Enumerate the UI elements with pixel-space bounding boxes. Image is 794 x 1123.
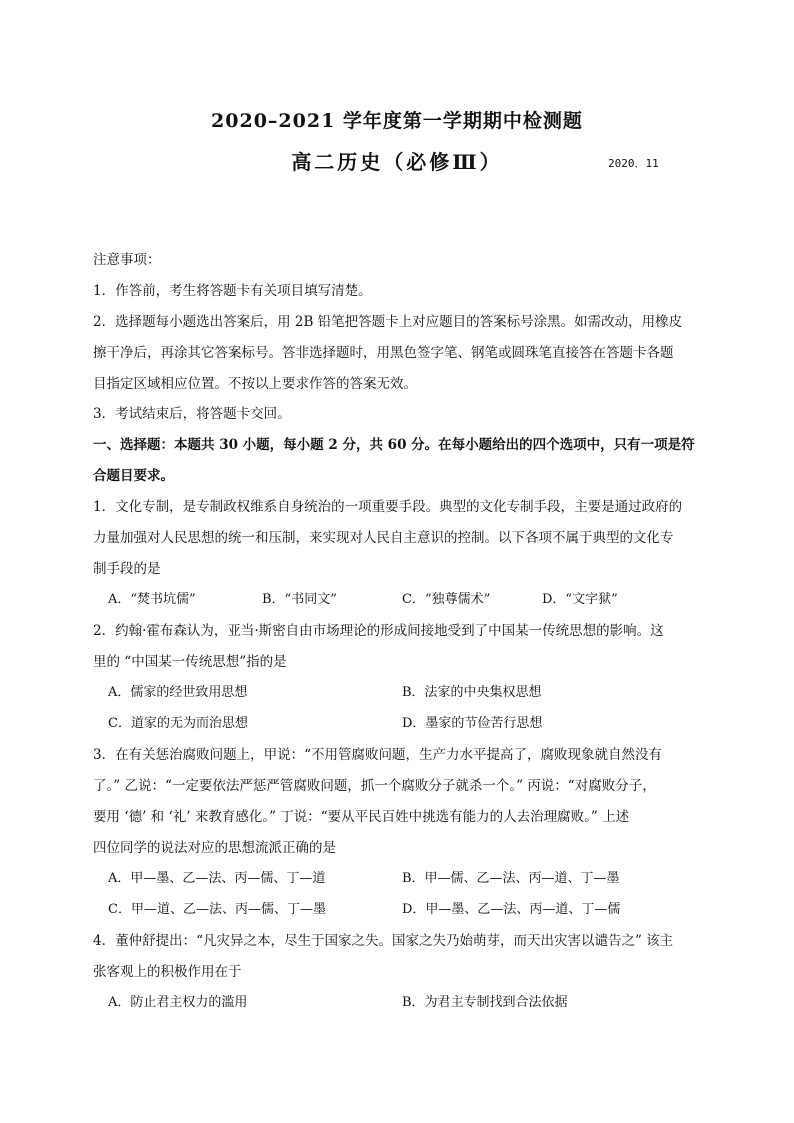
question-3-text: 了。” 乙说：“一定要依法严惩严管腐败问题，抓一个腐败分子就杀一个。” 丙说：“对腐败分子，: [93, 778, 656, 794]
q1-option-b: B．“书同文”: [262, 592, 337, 607]
question-1-text: 制手段的是: [93, 561, 161, 577]
q2-option-b: B．法家的中央集权思想: [402, 685, 542, 700]
q3-option-b: B．甲—儒、乙—法、丙—道、丁—墨: [402, 871, 620, 886]
question-4-text: 张客观上的积极作用在于: [93, 964, 242, 980]
exam-subtitle: 高二历史（必修Ⅲ）: [291, 150, 503, 174]
q2-option-a: A．儒家的经世致用思想: [108, 685, 248, 700]
section-heading: 一、选择题：本题共 30 小题，每小题 2 分，共 60 分。在每小题给出的四个选项中，只有一项是符: [93, 437, 695, 453]
q4-option-b: B．为君主专制找到合法依据: [402, 995, 568, 1010]
q2-option-c: C．道家的无为而治思想: [108, 716, 248, 731]
exam-date: 2020．11: [608, 157, 659, 170]
q2-option-d: D．墨家的节俭苦行思想: [402, 716, 543, 731]
q1-option-d: D．“文字狱”: [542, 592, 618, 607]
notice-item: 1．作答前，考生将答题卡有关项目填写清楚。: [93, 283, 372, 299]
q3-option-d: D．甲—墨、乙—法、丙—道、丁—儒: [402, 902, 621, 917]
question-1-text: 1．文化专制，是专制政权维系自身统治的一项重要手段。典型的文化专制手段，主要是通过政府的: [93, 499, 683, 515]
question-4-text: 4．董仲舒提出：“凡灾异之本，尽生于国家之失。国家之失乃始萌芽，而天出灾害以谴告之” 该主: [93, 933, 674, 949]
q3-option-a: A．甲—墨、乙—法、丙—儒、丁—道: [108, 871, 326, 886]
q1-option-a: A．“焚书坑儒”: [108, 592, 196, 607]
question-3-text: 3．在有关惩治腐败问题上，甲说：“不用管腐败问题，生产力水平提高了，腐败现象就自然没有: [93, 747, 662, 763]
question-2-text: 2．约翰·霍布森认为，亚当·斯密自由市场理论的形成间接地受到了中国某一传统思想的影响。这: [93, 623, 664, 639]
question-3-text: 四位同学的说法对应的思想流派正确的是: [93, 840, 336, 856]
notice-item: 目指定区域相应位置。不按以上要求作答的答案无效。: [93, 376, 417, 392]
question-1-text: 力量加强对人民思想的统一和压制，来实现对人民自主意识的控制。以下各项不属于典型的文化专: [93, 530, 674, 546]
q4-option-a: A．防止君主权力的滥用: [108, 995, 248, 1010]
section-heading-cont: 合题目要求。: [93, 468, 174, 484]
question-3-text: 要用 ‘德’ 和 ‘礼’ 来教育感化。” 丁说：“要从平民百姓中挑选有能力的人去治理腐败。” 上述: [93, 809, 630, 825]
notice-item: 2．选择题每小题选出答案后，用 2B 铅笔把答题卡上对应题目的答案标号涂黑。如需改动，用橡皮: [93, 314, 683, 330]
notice-item: 3．考试结束后，将答题卡交回。: [93, 406, 291, 422]
question-2-text: 里的 “中国某一传统思想”指的是: [93, 654, 287, 670]
exam-title: 2020–2021 学年度第一学期期中检测题: [211, 110, 583, 132]
q3-option-c: C．甲—道、乙—法、丙—儒、丁—墨: [108, 902, 326, 917]
q1-option-c: C．“独尊儒术”: [402, 592, 491, 607]
notice-item: 擦干净后，再涂其它答案标号。答非选择题时，用黑色签字笔、钢笔或圆珠笔直接答在答题卡各题: [93, 345, 674, 361]
notice-heading: 注意事项：: [93, 252, 161, 268]
